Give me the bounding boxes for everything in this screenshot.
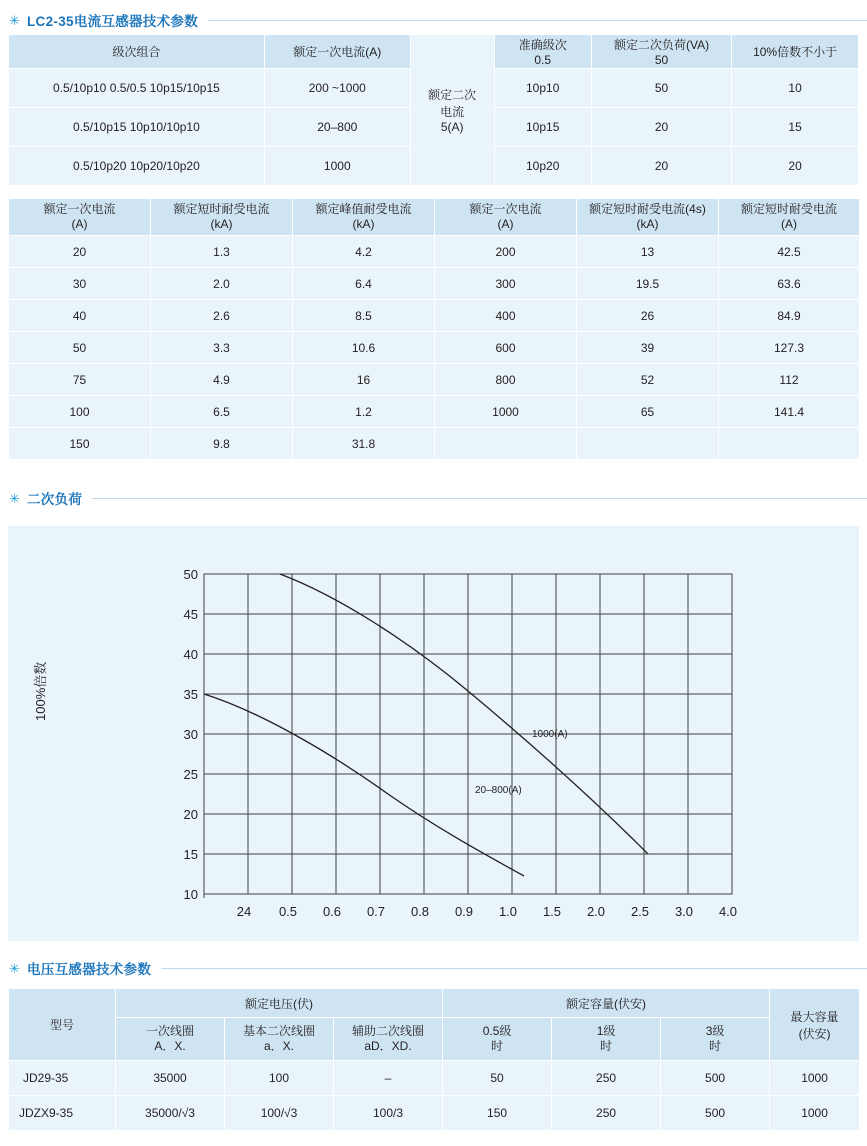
td-r3c1: 3.3 [151, 332, 293, 364]
th-burden-sub: 50 [654, 53, 669, 67]
td-r5c4: 65 [577, 396, 719, 428]
td-r4c4: 52 [577, 364, 719, 396]
th-ten-percent-factor: 10%倍数不小于 [732, 35, 859, 69]
table-row [9, 364, 860, 396]
xtick-6: 1.0 [498, 904, 518, 919]
th-class-1-l2: 时 [600, 1039, 613, 1053]
td-r3c0: 50 [9, 332, 151, 364]
ytick-35: 35 [183, 687, 198, 702]
table-header-row [9, 989, 860, 1018]
xtick-1: 0.5 [278, 904, 298, 919]
table-voltage-transformer-params [8, 988, 860, 1131]
th-burden-label: 额定二次负荷(VA) [613, 38, 710, 52]
td-r5c3: 1000 [435, 396, 577, 428]
th-col-0-l1: 额定一次电流 [43, 202, 116, 216]
td-v1-0: 35000 [116, 1061, 225, 1096]
th-aux-secondary-l1: 辅助二次线圈 [352, 1024, 425, 1038]
ytick-20: 20 [183, 807, 198, 822]
th-col-4-l2: (kA) [636, 217, 659, 231]
td-r2c1: 2.6 [151, 300, 293, 332]
table-row [9, 236, 860, 268]
td-v3-1: 100/3 [334, 1096, 443, 1131]
td-r2c0: 40 [9, 300, 151, 332]
xtick-2: 0.6 [322, 904, 342, 919]
th-col-4 [577, 199, 719, 236]
th-class-3 [661, 1018, 770, 1061]
td-r6c1: 9.8 [151, 428, 293, 460]
td-accuracy-2: 10p15 [494, 108, 591, 147]
td-r2c3: 400 [435, 300, 577, 332]
th-accuracy-sub: 0.5 [534, 53, 552, 67]
chart-svg [8, 526, 859, 941]
th-accuracy-label: 准确级次 [518, 38, 567, 52]
th-col-3-l1: 额定一次电流 [469, 202, 542, 216]
td-r3c4: 39 [577, 332, 719, 364]
table-row [9, 300, 860, 332]
xtick-10: 3.0 [674, 904, 694, 919]
th-basic-secondary-winding [225, 1018, 334, 1061]
th-primary-winding-l1: 一次线圈 [145, 1024, 194, 1038]
td-r0c2: 4.2 [293, 236, 435, 268]
th-col-2-l1: 额定峰值耐受电流 [315, 202, 412, 216]
table-1-wrapper [0, 34, 867, 186]
gear-icon: ✳ [9, 12, 20, 28]
td-grade-3: 0.5/10p20 10p20/10p20 [9, 147, 265, 186]
td-primary-1: 200 ~1000 [264, 69, 410, 108]
td-r1c0: 30 [9, 268, 151, 300]
rated-secondary-line2: 电流 [440, 105, 465, 119]
table-row [9, 1096, 860, 1131]
section-heading-current-transformer [0, 10, 867, 30]
th-basic-secondary-l2: a．X. [263, 1039, 294, 1053]
td-factor-2: 15 [732, 108, 859, 147]
ytick-15: 15 [183, 847, 198, 862]
th-max-capacity-l2: (伏安) [798, 1026, 831, 1041]
th-col-4-l1: 额定短时耐受电流(4s) [589, 202, 706, 216]
td-r5c0: 100 [9, 396, 151, 428]
heading-rule [92, 498, 867, 499]
section-title: 二次负荷 [27, 492, 83, 507]
td-r2c2: 8.5 [293, 300, 435, 332]
td-r0c1: 1.3 [151, 236, 293, 268]
td-r5c1: 6.5 [151, 396, 293, 428]
td-r3c3: 600 [435, 332, 577, 364]
td-factor-1: 10 [732, 69, 859, 108]
td-r6c0: 150 [9, 428, 151, 460]
chart-canvas [8, 526, 859, 941]
td-factor-3: 20 [732, 147, 859, 186]
td-r6c5 [719, 428, 860, 460]
th-accuracy-class [494, 35, 591, 69]
th-class-05-l2: 时 [491, 1039, 504, 1053]
td-v1-1: 35000/√3 [116, 1096, 225, 1131]
td-model-1: JDZX9-35 [9, 1096, 116, 1131]
td-r1c4: 19.5 [577, 268, 719, 300]
th-class-3-l2: 时 [709, 1039, 722, 1053]
th-col-3 [435, 199, 577, 236]
xtick-0: 24 [236, 904, 252, 919]
table-current-transformer-params [8, 34, 859, 186]
ytick-10: 10 [183, 887, 198, 902]
table-withstand-current [8, 198, 860, 460]
td-primary-2: 20–800 [264, 108, 410, 147]
table-header-row [9, 199, 860, 236]
th-primary-winding-l2: A．X. [154, 1039, 186, 1053]
td-c3-0: 500 [661, 1061, 770, 1096]
th-rated-burden [591, 35, 731, 69]
th-rated-primary-current: 额定一次电流(A) [264, 35, 410, 69]
ytick-50: 50 [183, 567, 198, 582]
gear-icon: ✳ [9, 490, 20, 506]
td-r6c2: 31.8 [293, 428, 435, 460]
xtick-5: 0.9 [454, 904, 474, 919]
td-r3c2: 10.6 [293, 332, 435, 364]
curve-label-20-800a: 20–800(A) [475, 785, 522, 796]
td-c1-0: 250 [552, 1061, 661, 1096]
ytick-30: 30 [183, 727, 198, 742]
ytick-45: 45 [183, 607, 198, 622]
td-r4c5: 112 [719, 364, 860, 396]
td-v3-0: – [334, 1061, 443, 1096]
td-r6c3 [435, 428, 577, 460]
table-row [9, 35, 859, 69]
section-heading-secondary-burden [0, 488, 867, 508]
ytick-40: 40 [183, 647, 198, 662]
td-r6c4 [577, 428, 719, 460]
th-basic-secondary-l1: 基本二次线圈 [242, 1024, 315, 1038]
th-col-1-l1: 额定短时耐受电流 [173, 202, 270, 216]
table-3-wrapper [0, 988, 867, 1131]
xtick-8: 2.0 [586, 904, 606, 919]
heading-rule [161, 968, 867, 969]
td-r4c0: 75 [9, 364, 151, 396]
td-primary-3: 1000 [264, 147, 410, 186]
th-col-5 [719, 199, 860, 236]
section-title: 电压互感器技术参数 [27, 962, 152, 977]
table-2-wrapper [0, 198, 867, 460]
td-c05-1: 150 [443, 1096, 552, 1131]
xtick-4: 0.8 [410, 904, 430, 919]
td-r0c5: 42.5 [719, 236, 860, 268]
chart-ylabel: 100%倍数 [33, 661, 48, 721]
td-r2c4: 26 [577, 300, 719, 332]
th-grade-combination: 级次组合 [9, 35, 265, 69]
td-r1c3: 300 [435, 268, 577, 300]
th-col-5-l1: 额定短时耐受电流 [740, 202, 837, 216]
heading-rule [208, 20, 867, 21]
td-burden-2: 20 [591, 108, 731, 147]
ytick-25: 25 [183, 767, 198, 782]
th-max-capacity [770, 989, 860, 1061]
th-col-0 [9, 199, 151, 236]
chart-secondary-burden [8, 526, 859, 941]
td-r4c3: 800 [435, 364, 577, 396]
th-max-capacity-l1: 最大容量 [790, 1009, 839, 1024]
td-r2c5: 84.9 [719, 300, 860, 332]
td-r5c2: 1.2 [293, 396, 435, 428]
td-r1c2: 6.4 [293, 268, 435, 300]
th-col-1 [151, 199, 293, 236]
table-row [9, 396, 860, 428]
th-model: 型号 [9, 989, 116, 1061]
xtick-3: 0.7 [366, 904, 386, 919]
td-r1c1: 2.0 [151, 268, 293, 300]
td-r4c1: 4.9 [151, 364, 293, 396]
th-col-1-l2: (kA) [210, 217, 233, 231]
td-grade-1: 0.5/10p10 0.5/0.5 10p15/10p15 [9, 69, 265, 108]
xtick-11: 4.0 [718, 904, 738, 919]
th-col-3-l2: (A) [497, 217, 514, 231]
td-r5c5: 141.4 [719, 396, 860, 428]
td-r4c2: 16 [293, 364, 435, 396]
td-c1-1: 250 [552, 1096, 661, 1131]
rated-secondary-line1: 额定二次 [428, 88, 477, 102]
xtick-7: 1.5 [542, 904, 562, 919]
td-rated-secondary-current [410, 35, 494, 186]
td-burden-3: 20 [591, 147, 731, 186]
td-r0c4: 13 [577, 236, 719, 268]
td-v2-0: 100 [225, 1061, 334, 1096]
th-class-05-l1: 0.5级 [482, 1024, 512, 1038]
td-max-1: 1000 [770, 1096, 860, 1131]
table-row [9, 1061, 860, 1096]
td-accuracy-3: 10p20 [494, 147, 591, 186]
td-v2-1: 100/√3 [225, 1096, 334, 1131]
xtick-9: 2.5 [630, 904, 650, 919]
th-col-2 [293, 199, 435, 236]
curve-1000a [280, 574, 648, 854]
td-accuracy-1: 10p10 [494, 69, 591, 108]
td-r0c0: 20 [9, 236, 151, 268]
td-model-0: JD29-35 [9, 1061, 116, 1096]
rated-secondary-line3: 5(A) [440, 120, 464, 134]
gear-icon: ✳ [9, 960, 20, 976]
section-heading-voltage-transformer [0, 958, 867, 978]
td-c3-1: 500 [661, 1096, 770, 1131]
th-class-1 [552, 1018, 661, 1061]
th-primary-winding [116, 1018, 225, 1061]
th-rated-capacity: 额定容量(伏安) [443, 989, 770, 1018]
td-r0c3: 200 [435, 236, 577, 268]
th-rated-voltage: 额定电压(伏) [116, 989, 443, 1018]
td-r3c5: 127.3 [719, 332, 860, 364]
table-row [9, 428, 860, 460]
th-col-2-l2: (kA) [352, 217, 375, 231]
th-col-0-l2: (A) [71, 217, 88, 231]
table-row [9, 332, 860, 364]
td-burden-1: 50 [591, 69, 731, 108]
curve-label-1000a: 1000(A) [532, 729, 568, 740]
td-grade-2: 0.5/10p15 10p10/10p10 [9, 108, 265, 147]
th-col-5-l2: (A) [781, 217, 797, 231]
table-row [9, 268, 860, 300]
th-aux-secondary-l2: aD．XD. [364, 1039, 412, 1053]
section-title: LC2-35电流互感器技术参数 [27, 14, 199, 29]
td-max-0: 1000 [770, 1061, 860, 1096]
td-c05-0: 50 [443, 1061, 552, 1096]
th-class-1-l1: 1级 [596, 1024, 616, 1038]
th-aux-secondary-winding [334, 1018, 443, 1061]
table-header-row [9, 1018, 860, 1061]
th-class-3-l1: 3级 [705, 1024, 725, 1038]
th-class-05 [443, 1018, 552, 1061]
td-r1c5: 63.6 [719, 268, 860, 300]
